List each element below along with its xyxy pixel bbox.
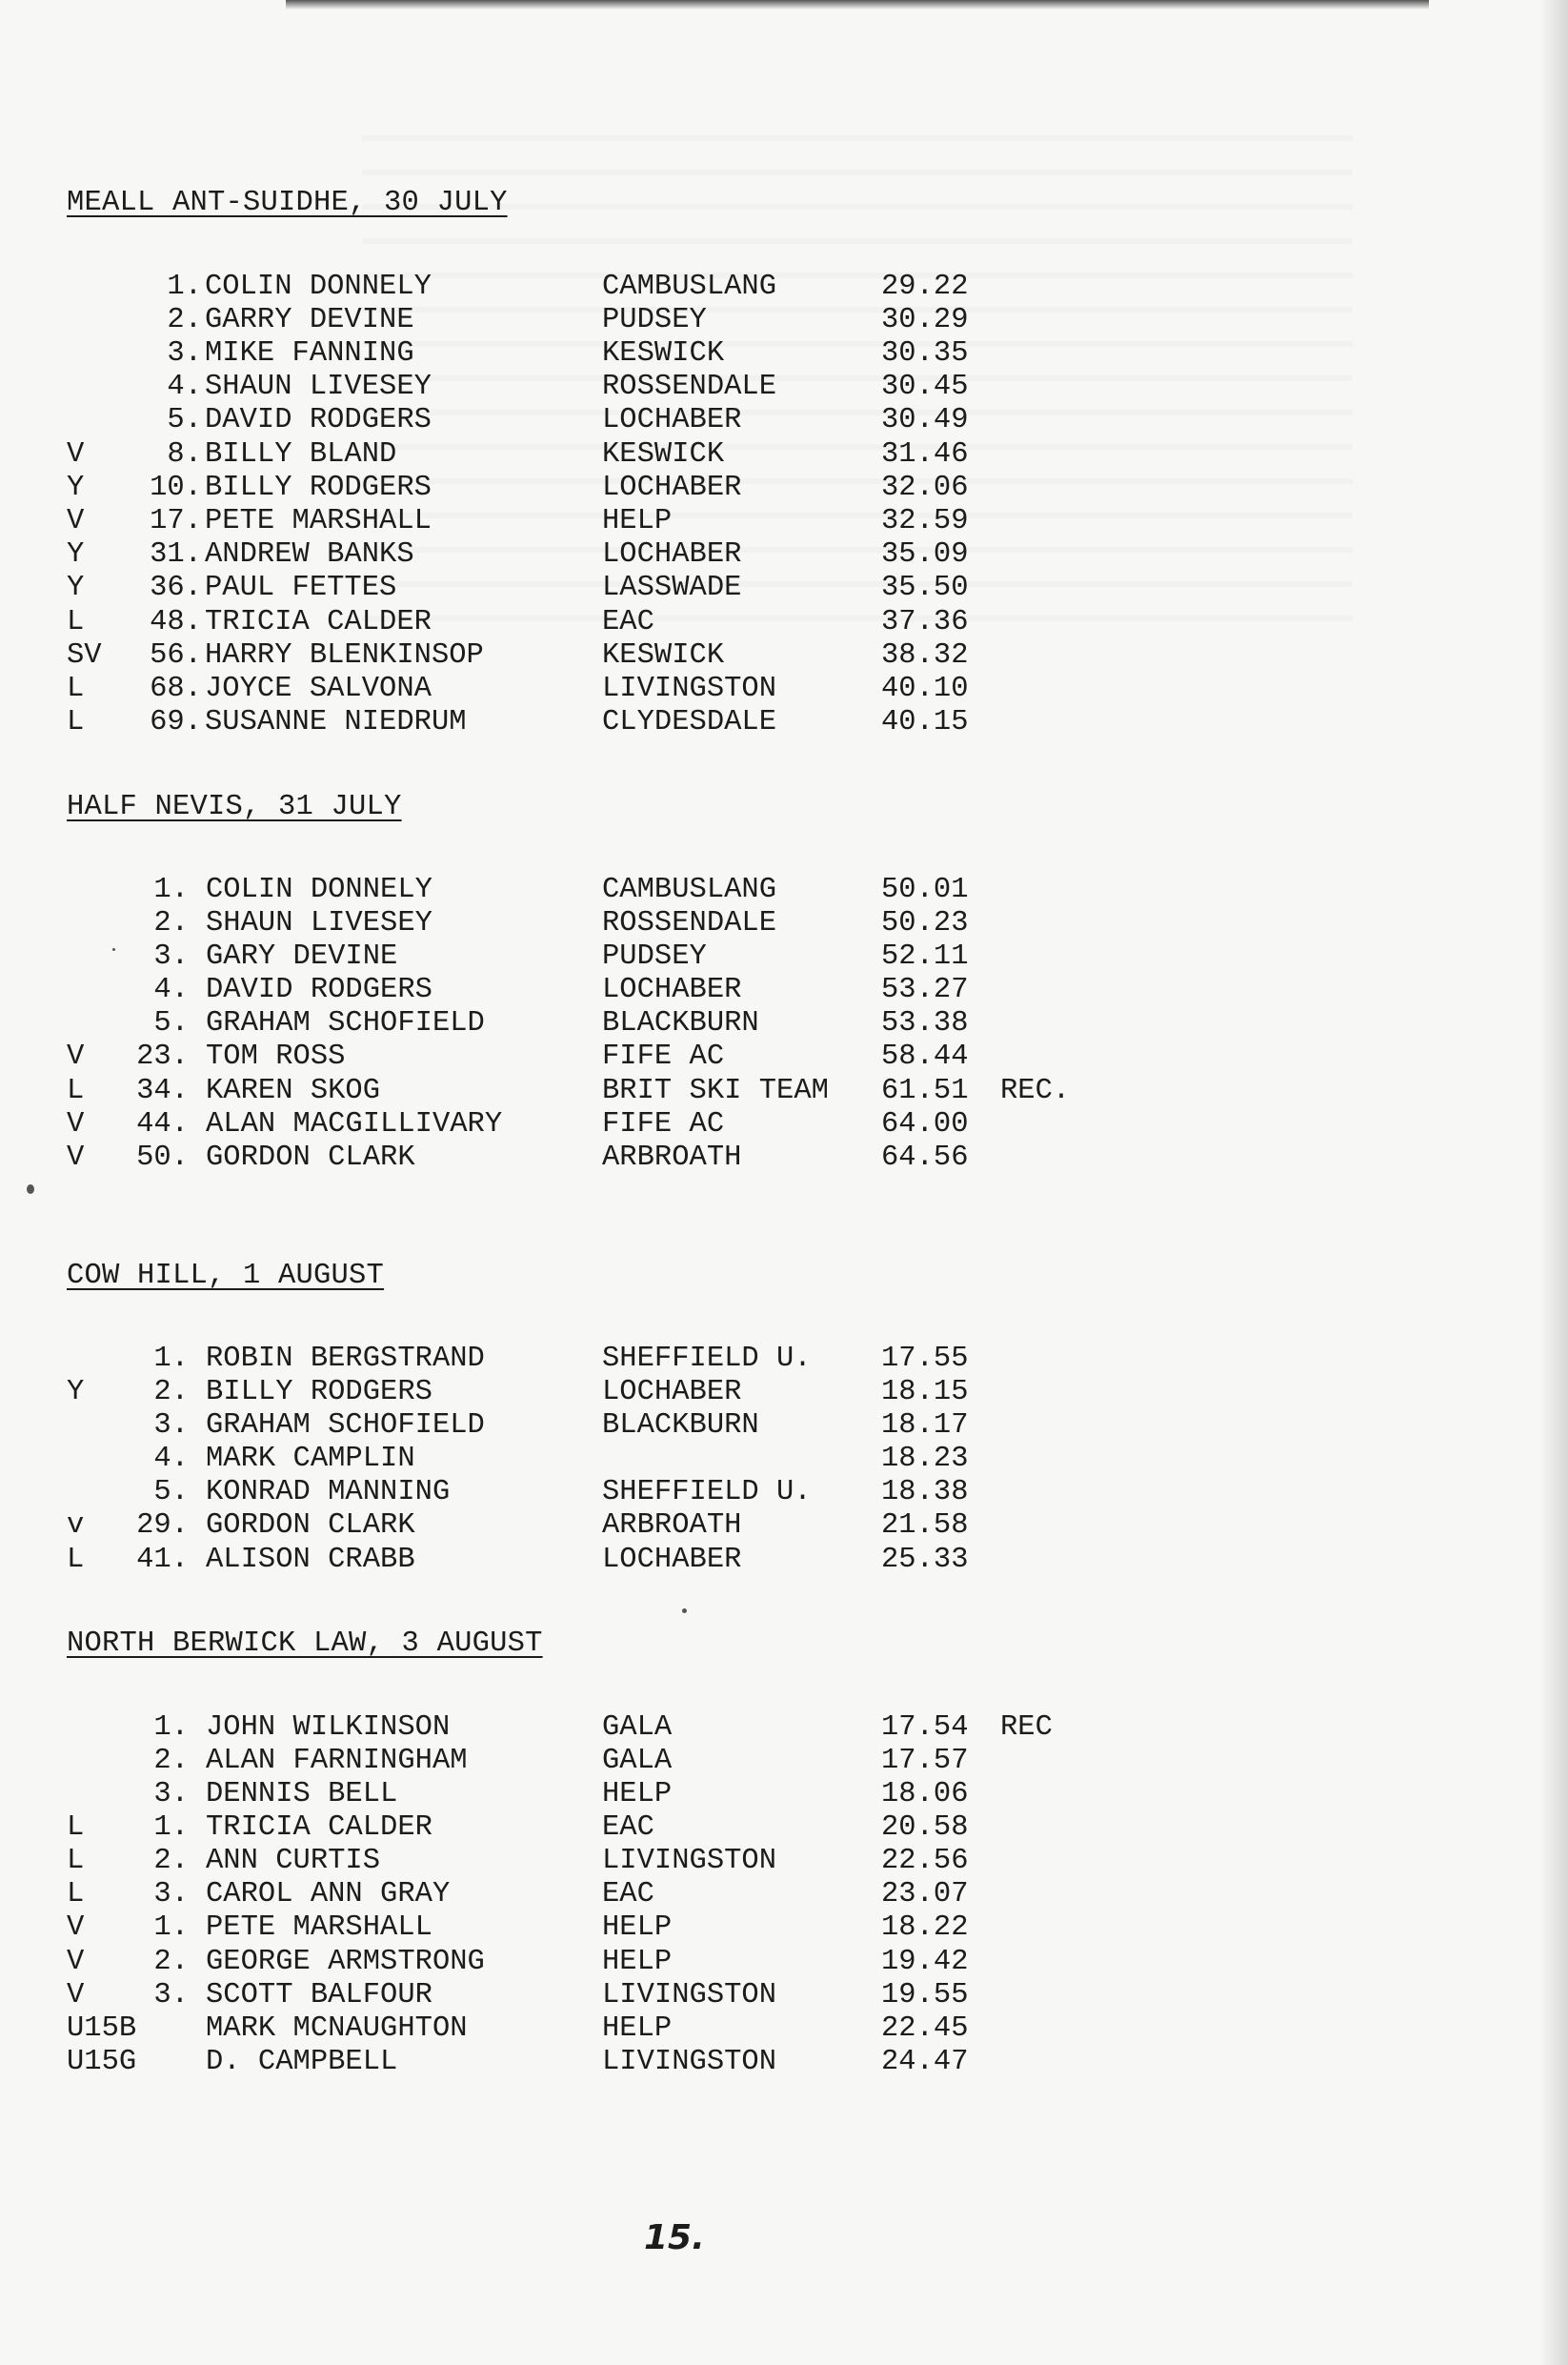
finish-time: 21.58 [881, 1509, 969, 1542]
finish-time: 35.50 [881, 572, 969, 604]
finish-position: 69. [150, 706, 202, 738]
category-code: V [67, 1041, 85, 1073]
club-name: CAMBUSLANG [602, 271, 777, 303]
category-code: Y [67, 472, 85, 504]
club-name: LOCHABER [602, 404, 742, 436]
finish-time: 64.56 [881, 1142, 969, 1174]
finish-time: 53.38 [881, 1007, 969, 1040]
runner-name: HARRY BLENKINSOP [205, 639, 484, 672]
category-code: L [67, 1878, 85, 1910]
finish-position: 44. [136, 1108, 189, 1141]
finish-position: 2. [167, 304, 202, 336]
finish-time: 17.57 [881, 1745, 969, 1777]
finish-position: 1. [153, 1343, 189, 1375]
finish-time: 58.44 [881, 1041, 969, 1073]
finish-position: 5. [153, 1007, 189, 1040]
runner-name: MARK MCNAUGHTON [206, 2012, 468, 2045]
club-name: LIVINGSTON [602, 1845, 777, 1877]
runner-name: BILLY RODGERS [206, 1376, 432, 1408]
club-name: ROSSENDALE [602, 371, 777, 403]
finish-time: 64.00 [881, 1108, 969, 1141]
scan-speck [682, 1608, 687, 1613]
finish-position: 4. [153, 1443, 189, 1475]
finish-time: 30.35 [881, 337, 969, 370]
club-name: PUDSEY [602, 940, 707, 973]
runner-name: ALISON CRABB [206, 1544, 415, 1576]
finish-time: 18.15 [881, 1376, 969, 1408]
category-code: V [67, 1979, 85, 2011]
club-name: BLACKBURN [602, 1007, 759, 1040]
club-name: KESWICK [602, 337, 725, 370]
club-name: GALA [602, 1745, 673, 1777]
record-remark: REC. [1000, 1075, 1071, 1107]
club-name: KESWICK [602, 639, 725, 672]
category-code: L [67, 673, 85, 705]
club-name: LOCHABER [602, 1376, 742, 1408]
runner-name: MIKE FANNING [205, 337, 414, 370]
club-name: CAMBUSLANG [602, 874, 777, 906]
finish-position: 31. [150, 538, 202, 571]
runner-name: PETE MARSHALL [205, 505, 432, 537]
club-name: BLACKBURN [602, 1409, 759, 1442]
runner-name: JOHN WILKINSON [206, 1711, 451, 1744]
finish-position: 3. [153, 1878, 189, 1910]
club-name: GALA [602, 1711, 673, 1744]
runner-name: DAVID RODGERS [205, 404, 432, 436]
finish-time: 32.06 [881, 472, 969, 504]
runner-name: COLIN DONNELY [205, 271, 432, 303]
finish-time: 19.42 [881, 1946, 969, 1978]
finish-position: 29. [136, 1509, 189, 1542]
finish-time: 20.58 [881, 1811, 969, 1844]
finish-position: 4. [167, 371, 202, 403]
runner-name: GORDON CLARK [206, 1509, 415, 1542]
runner-name: SCOTT BALFOUR [206, 1979, 432, 2011]
finish-time: 18.17 [881, 1409, 969, 1442]
runner-name: BILLY BLAND [205, 438, 397, 471]
category-code: U15B [67, 2012, 137, 2045]
category-code: V [67, 1108, 85, 1141]
runner-name: DAVID RODGERS [206, 974, 432, 1006]
runner-name: GRAHAM SCHOFIELD [206, 1007, 485, 1040]
club-name: ARBROATH [602, 1142, 742, 1174]
runner-name: D. CAMPBELL [206, 2046, 398, 2078]
finish-position: 48. [150, 606, 202, 638]
finish-position: 5. [153, 1476, 189, 1508]
category-code: L [67, 706, 85, 738]
finish-time: 17.55 [881, 1343, 969, 1375]
show-through-block [362, 112, 1353, 646]
finish-time: 25.33 [881, 1544, 969, 1576]
finish-position: 3. [167, 337, 202, 370]
category-code: v [67, 1509, 85, 1542]
finish-time: 38.32 [881, 639, 969, 672]
category-code: V [67, 505, 85, 537]
club-name: FIFE AC [602, 1108, 725, 1141]
runner-name: ROBIN BERGSTRAND [206, 1343, 485, 1375]
finish-position: 1. [153, 874, 189, 906]
runner-name: KAREN SKOG [206, 1075, 381, 1107]
finish-time: 29.22 [881, 271, 969, 303]
finish-time: 37.36 [881, 606, 969, 638]
runner-name: ALAN FARNINGHAM [206, 1745, 468, 1777]
finish-time: 23.07 [881, 1878, 969, 1910]
scan-speck [112, 948, 115, 951]
finish-time: 30.49 [881, 404, 969, 436]
finish-position: 2. [153, 1745, 189, 1777]
runner-name: GORDON CLARK [206, 1142, 415, 1174]
category-code: L [67, 1811, 85, 1844]
finish-time: 17.54 [881, 1711, 969, 1744]
club-name: EAC [602, 1811, 654, 1844]
club-name: EAC [602, 606, 654, 638]
finish-position: 2. [153, 1946, 189, 1978]
category-code: U15G [67, 2046, 137, 2078]
race-heading: NORTH BERWICK LAW, 3 AUGUST [67, 1627, 543, 1660]
finish-time: 31.46 [881, 438, 969, 471]
category-code: Y [67, 538, 85, 571]
runner-name: SUSANNE NIEDRUM [205, 706, 467, 738]
category-code: SV [67, 639, 102, 672]
finish-position: 3. [153, 1778, 189, 1810]
runner-name: DENNIS BELL [206, 1778, 398, 1810]
finish-position: 3. [153, 1409, 189, 1442]
finish-position: 23. [136, 1041, 189, 1073]
runner-name: COLIN DONNELY [206, 874, 432, 906]
runner-name: CAROL ANN GRAY [206, 1878, 451, 1910]
runner-name: TRICIA CALDER [205, 606, 432, 638]
club-name: PUDSEY [602, 304, 707, 336]
finish-position: 1. [167, 271, 202, 303]
category-code: V [67, 1142, 85, 1174]
runner-name: GRAHAM SCHOFIELD [206, 1409, 485, 1442]
club-name: FIFE AC [602, 1041, 725, 1073]
finish-position: 2. [153, 1845, 189, 1877]
club-name: LOCHABER [602, 974, 742, 1006]
finish-time: 61.51 [881, 1075, 969, 1107]
page-right-edge [1539, 0, 1568, 2365]
finish-time: 40.15 [881, 706, 969, 738]
finish-time: 30.29 [881, 304, 969, 336]
finish-position: 68. [150, 673, 202, 705]
runner-name: PETE MARSHALL [206, 1911, 432, 1944]
finish-time: 53.27 [881, 974, 969, 1006]
runner-name: GEORGE ARMSTRONG [206, 1946, 485, 1978]
club-name: LIVINGSTON [602, 1979, 777, 2011]
finish-position: 17. [150, 505, 202, 537]
runner-name: ANDREW BANKS [205, 538, 414, 571]
finish-position: 1. [153, 1811, 189, 1844]
runner-name: ALAN MACGILLIVARY [206, 1108, 503, 1141]
category-code: L [67, 606, 85, 638]
finish-time: 22.45 [881, 2012, 969, 2045]
runner-name: TOM ROSS [206, 1041, 346, 1073]
page-top-shadow [286, 0, 1429, 10]
finish-position: 41. [136, 1544, 189, 1576]
club-name: KESWICK [602, 438, 725, 471]
finish-time: 52.11 [881, 940, 969, 973]
race-heading: HALF NEVIS, 31 JULY [67, 791, 402, 823]
club-name: HELP [602, 1946, 673, 1978]
finish-time: 50.01 [881, 874, 969, 906]
category-code: Y [67, 1376, 85, 1408]
finish-position: 2. [153, 907, 189, 940]
finish-time: 18.22 [881, 1911, 969, 1944]
club-name: HELP [602, 505, 673, 537]
runner-name: SHAUN LIVESEY [205, 371, 432, 403]
category-code: Y [67, 572, 85, 604]
race-heading: COW HILL, 1 AUGUST [67, 1260, 385, 1292]
finish-position: 2. [153, 1376, 189, 1408]
club-name: LOCHABER [602, 472, 742, 504]
club-name: LOCHABER [602, 1544, 742, 1576]
category-code: L [67, 1075, 85, 1107]
finish-time: 35.09 [881, 538, 969, 571]
club-name: LIVINGSTON [602, 673, 777, 705]
runner-name: SHAUN LIVESEY [206, 907, 432, 940]
record-remark: REC [1000, 1711, 1053, 1744]
finish-position: 1. [153, 1911, 189, 1944]
club-name: SHEFFIELD U. [602, 1476, 812, 1508]
club-name: ROSSENDALE [602, 907, 777, 940]
finish-position: 4. [153, 974, 189, 1006]
category-code: V [67, 1911, 85, 1944]
club-name: HELP [602, 1778, 673, 1810]
runner-name: KONRAD MANNING [206, 1476, 451, 1508]
club-name: CLYDESDALE [602, 706, 777, 738]
finish-position: 50. [136, 1142, 189, 1174]
finish-position: 10. [150, 472, 202, 504]
runner-name: GARRY DEVINE [205, 304, 414, 336]
runner-name: JOYCE SALVONA [205, 673, 432, 705]
category-code: L [67, 1544, 85, 1576]
race-heading: MEALL ANT-SUIDHE, 30 JULY [67, 187, 508, 219]
category-code: V [67, 1946, 85, 1978]
finish-time: 22.56 [881, 1845, 969, 1877]
finish-time: 40.10 [881, 673, 969, 705]
finish-position: 3. [153, 940, 189, 973]
finish-time: 18.06 [881, 1778, 969, 1810]
finish-position: 34. [136, 1075, 189, 1107]
category-code: L [67, 1845, 85, 1877]
finish-time: 19.55 [881, 1979, 969, 2011]
finish-position: 8. [167, 438, 202, 471]
club-name: EAC [602, 1878, 654, 1910]
finish-time: 30.45 [881, 371, 969, 403]
finish-time: 18.38 [881, 1476, 969, 1508]
finish-time: 50.23 [881, 907, 969, 940]
runner-name: PAUL FETTES [205, 572, 397, 604]
club-name: LIVINGSTON [602, 2046, 777, 2078]
club-name: LOCHABER [602, 538, 742, 571]
finish-position: 56. [150, 639, 202, 672]
finish-time: 18.23 [881, 1443, 969, 1475]
finish-position: 5. [167, 404, 202, 436]
page-number: 15. [644, 2218, 705, 2257]
finish-position: 3. [153, 1979, 189, 2011]
runner-name: TRICIA CALDER [206, 1811, 432, 1844]
finish-time: 32.59 [881, 505, 969, 537]
club-name: HELP [602, 2012, 673, 2045]
runner-name: BILLY RODGERS [205, 472, 432, 504]
club-name: LASSWADE [602, 572, 742, 604]
finish-position: 36. [150, 572, 202, 604]
runner-name: MARK CAMPLIN [206, 1443, 415, 1475]
runner-name: GARY DEVINE [206, 940, 398, 973]
club-name: HELP [602, 1911, 673, 1944]
finish-time: 24.47 [881, 2046, 969, 2078]
runner-name: ANN CURTIS [206, 1845, 381, 1877]
club-name: SHEFFIELD U. [602, 1343, 812, 1375]
club-name: BRIT SKI TEAM [602, 1075, 829, 1107]
club-name: ARBROATH [602, 1509, 742, 1542]
finish-position: 1. [153, 1711, 189, 1744]
category-code: V [67, 438, 85, 471]
scan-speck [27, 1184, 34, 1194]
